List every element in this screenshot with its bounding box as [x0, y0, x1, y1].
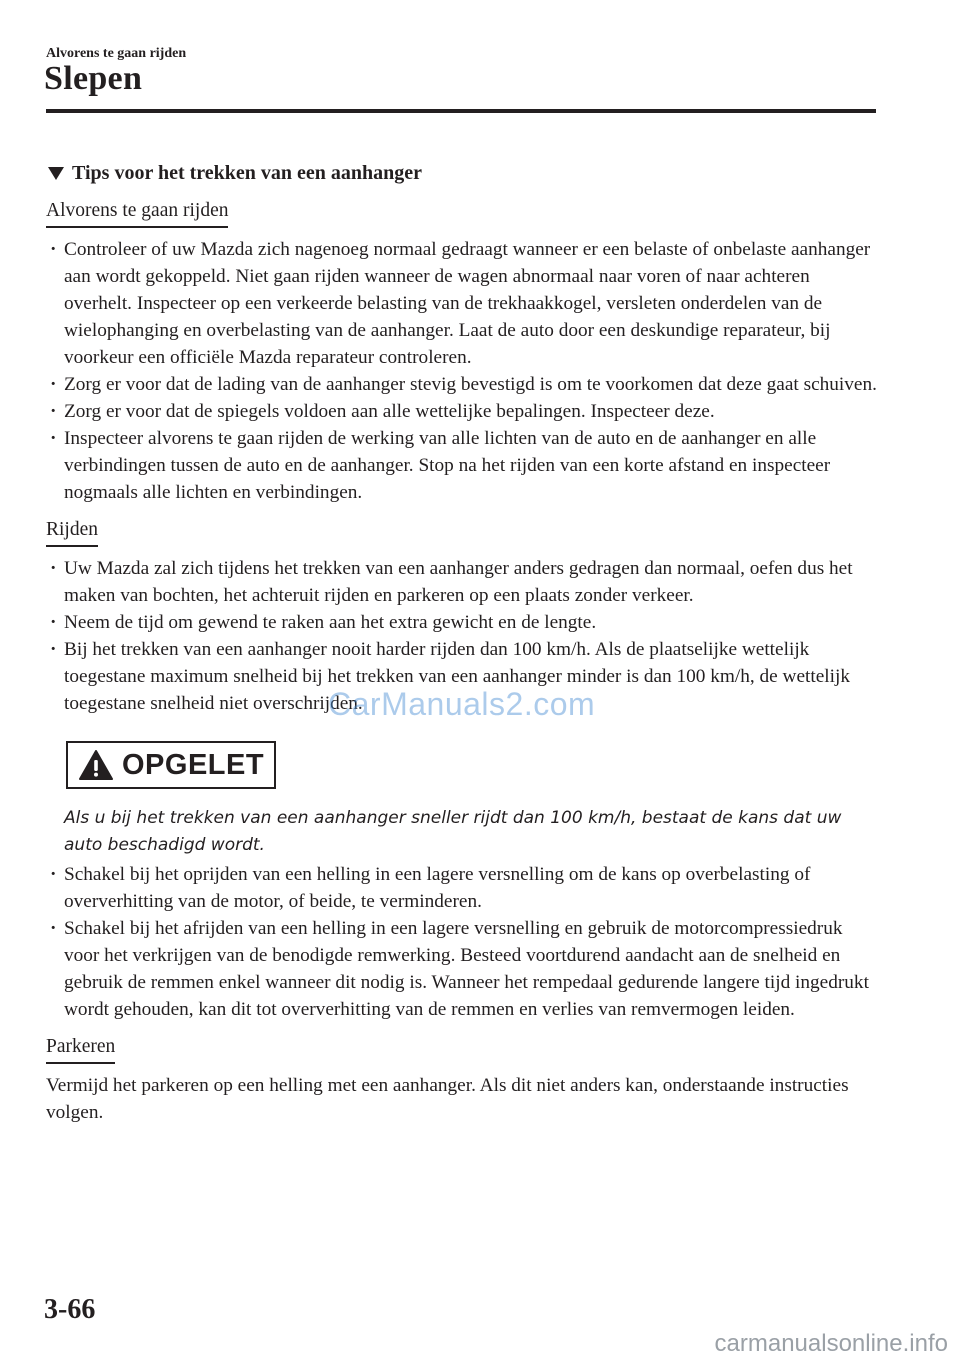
list-item — [46, 425, 880, 506]
bullet-icon: · — [50, 239, 57, 260]
driving-list-continued — [46, 861, 880, 1023]
parking-paragraph: Vermijd het parkeren op een helling met een aanhanger. Als dit niet anders kan, onderstaande instructies volgen. — [46, 1075, 849, 1123]
subheading-parking: Parkeren — [46, 1033, 115, 1064]
caution-box — [66, 741, 276, 789]
list-item-text: Schakel bij het oprijden van een helling in een lagere versnelling om de kans op overbelasting of oververhitting van de motor, of beide, te verminderen. — [64, 864, 811, 912]
subheading-driving: Rijden — [46, 516, 98, 547]
bullet-icon: · — [50, 401, 57, 422]
bullet-icon: · — [50, 558, 57, 579]
list-item — [46, 915, 880, 1023]
list-item-text: Inspecteer alvorens te gaan rijden de werking van alle lichten van de auto en de aanhanger en alle verbindingen tussen de auto en de aanhanger. Stop na het rijden van een korte afstand en inspecteer nogmaals alle lichten en verbindingen. — [64, 428, 831, 503]
list-item — [46, 861, 880, 915]
list-item — [46, 371, 880, 398]
list-item — [46, 398, 880, 425]
triangle-down-icon — [48, 167, 64, 180]
bullet-icon: · — [50, 374, 57, 395]
caution-text: Als u bij het trekken van een aanhanger sneller rijdt dan 100 km/h, bestaat de kans dat uw auto beschadigd wordt. — [64, 808, 842, 855]
list-item — [46, 236, 880, 371]
main-content — [46, 160, 880, 1126]
bullet-icon: · — [50, 639, 57, 660]
bullet-icon: · — [50, 612, 57, 633]
list-item-text: Schakel bij het afrijden van een helling in een lagere versnelling en gebruik de motorcompressiedruk voor het verkrijgen van de benodigde remwerking. Besteed voortdurend aandacht aan de snelheid en gebruik de remmen enkel wanneer dit nodig is. Wanneer het rempedaal gedurende langere tijd ingedrukt wordt gehouden, kan dit tot oververhitting van de remmen en verlies van remvermogen leiden. — [64, 918, 869, 1020]
list-item-text: Neem de tijd om gewend te raken aan het extra gewicht en de lengte. — [64, 612, 597, 633]
bullet-icon: · — [50, 428, 57, 449]
watermark-center: CarManuals2.com — [328, 686, 596, 722]
watermark-footer: carmanualsonline.info — [714, 1330, 948, 1357]
list-item-text: Bij het trekken van een aanhanger nooit harder rijden dan 100 km/h. Als de plaatselijke wettelijk toegestane maximum snelheid bij het trekken van een aanhanger minder is dan 100 km/h, de wettelijk toegestane snelheid niet overschrijden. — [64, 639, 851, 714]
subheading-before-driving: Alvorens te gaan rijden — [46, 197, 228, 228]
bullet-icon: · — [50, 918, 57, 939]
list-item-text: Controleer of uw Mazda zich nagenoeg normaal gedraagt wanneer er een belaste of onbelaste aanhanger aan wordt gekoppeld. Niet gaan rijden wanneer de wagen abnormaal naar voren of naar achteren overhelt. Inspecteer op een verkeerde belasting van de trekhaakkogel, versleten onderdelen van de wielophanging en overbelasting van de aanhanger. Laat de auto door een deskundige reparateur, bij voorkeur een officiële Mazda reparateur controleren. — [64, 239, 871, 368]
title-divider — [46, 109, 876, 113]
page-title: Slepen — [44, 60, 143, 97]
page-number: 3-66 — [44, 1294, 96, 1325]
warning-icon — [78, 749, 114, 781]
list-item — [46, 555, 880, 609]
list-item-text: Uw Mazda zal zich tijdens het trekken van een aanhanger anders gedragen dan normaal, oefen dus het maken van bochten, het achteruit rijden en parkeren op een plaats zonder verkeer. — [64, 558, 853, 606]
list-item-text: Zorg er voor dat de lading van de aanhanger stevig bevestigd is om te voorkomen dat deze gaat schuiven. — [64, 374, 877, 395]
section-heading — [46, 160, 880, 187]
caution-label: OPGELET — [122, 748, 265, 781]
bullet-icon: · — [50, 864, 57, 885]
before-driving-list — [46, 236, 880, 506]
list-item-text: Zorg er voor dat de spiegels voldoen aan alle wettelijke bepalingen. Inspecteer deze. — [64, 401, 715, 422]
breadcrumb: Alvorens te gaan rijden — [46, 46, 187, 61]
section-heading-text: Tips voor het trekken van een aanhanger — [72, 162, 423, 184]
list-item — [46, 609, 880, 636]
